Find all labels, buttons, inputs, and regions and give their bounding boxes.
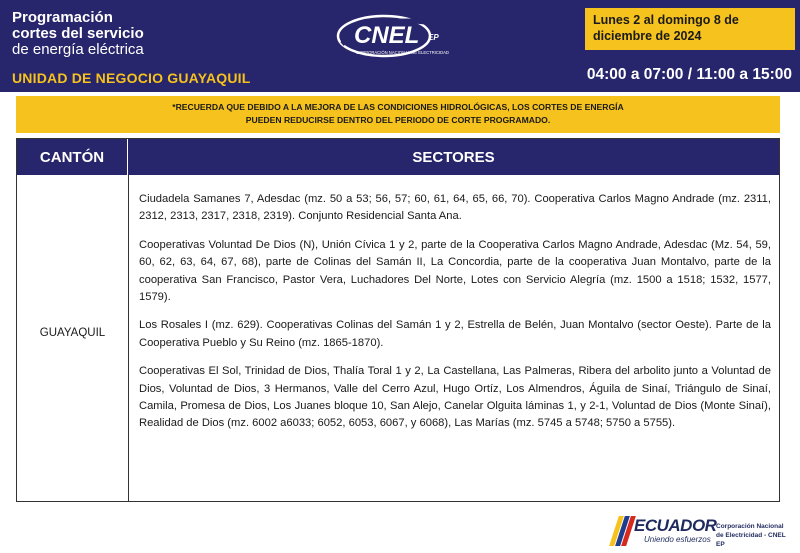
sector-group-4: Cooperativas El Sol, Trinidad de Dios, Thalía Toral 1 y 2, La Castellana, Las Palmeras, Ribera del arbolito junto a Voluntad de Dios, Voluntad de Dios, 3 Hermanos, Valle del Cerro Azul, Hugo Ortíz, Los Almendros, Águila de Sinaí, Triángulo de Sinaí, Camila, Promesa de Dios, Los Juanes bloque 10, San Alejo, Canelar Olguita láminas 1, y 2-1, Voluntad de Dios (Monte Sinaí), Realidad de Dios (mz. 6002 a6033; 6052, 6053, 6067, y 6068), Las Marías (mz. 5745 a 5748; 5750 a 5755). <box>139 365 771 430</box>
cnel-logo <box>334 10 474 62</box>
header-canton: CANTÓN <box>17 139 128 175</box>
date-range-badge: Lunes 2 al domingo 8 de diciembre de 2024 <box>585 8 795 50</box>
column-divider <box>128 175 129 501</box>
notice-banner <box>16 96 780 133</box>
header-banner <box>0 0 800 92</box>
notice-line-2: PUEDEN REDUCIRSE DENTRO DEL PERIODO DE CORTE PROGRAMADO. <box>245 115 551 125</box>
logo-tagline: CORPORACIÓN NACIONAL DE ELECTRICIDAD <box>356 50 449 55</box>
title-line-2: cortes del servicio <box>12 25 144 42</box>
page-title <box>12 10 144 58</box>
sector-group-3: Los Rosales I (mz. 629). Cooperativas Colinas del Samán 1 y 2, Estrella de Belén, Juan Montalvo (sector Oeste). Parte de la Cooperativa Pueblo y Su Reino (mz. 1865-1870). <box>139 319 771 349</box>
title-line-3: de energía eléctrica <box>12 41 144 58</box>
title-line-1: Programación <box>12 9 113 26</box>
footer-logos <box>612 514 792 550</box>
business-unit-label: UNIDAD DE NEGOCIO GUAYAQUIL <box>12 70 251 86</box>
ecuador-flag-icon <box>612 516 634 546</box>
schedule-table <box>16 138 780 502</box>
notice-line-1: *RECUERDA QUE DEBIDO A LA MEJORA DE LAS CONDICIONES HIDROLÓGICAS, LOS CORTES DE ENERGÍA <box>172 102 624 112</box>
outage-hours: 04:00 a 07:00 / 11:00 a 15:00 <box>586 66 792 83</box>
ecuador-slogan: Uniendo esfuerzos <box>644 535 711 544</box>
sectors-cell <box>139 191 771 444</box>
corporation-name: Corporación Nacional de Electricidad - CNEL EP <box>716 523 786 548</box>
header-sectores: SECTORES <box>128 139 779 175</box>
sector-group-2: Cooperativas Voluntad De Dios (N), Unión Cívica 1 y 2, parte de la Cooperativa Carlos Magno Andrade, Adesdac (Mz. 54, 59, 60, 62, 63, 64, 67, 68), parte de Colinas del Samán II, La Concordia, parte de la cooperativa Juan Montalvo, parte de la cooperativa San Francisco, Pastor Vera, Luchadores Del Norte, Lotes con Servicio Alegría (mz. 1500 a 1518; 1532, 1577, 1579). <box>139 238 771 304</box>
logo-text: CNEL <box>354 22 420 49</box>
ecuador-wordmark: ECUADOR <box>634 516 717 535</box>
canton-cell: GUAYAQUIL <box>39 327 106 339</box>
logo-suffix: EP <box>428 33 439 42</box>
sector-group-1: Ciudadela Samanes 7, Adesdac (mz. 50 a 53; 56, 57; 60, 61, 64, 65, 66, 70). Cooperativa Carlos Magno Andrade (mz. 2311, 2312, 2313, 2317, 2318, 2319). Conjunto Residencial Santa Ana. <box>139 193 771 223</box>
